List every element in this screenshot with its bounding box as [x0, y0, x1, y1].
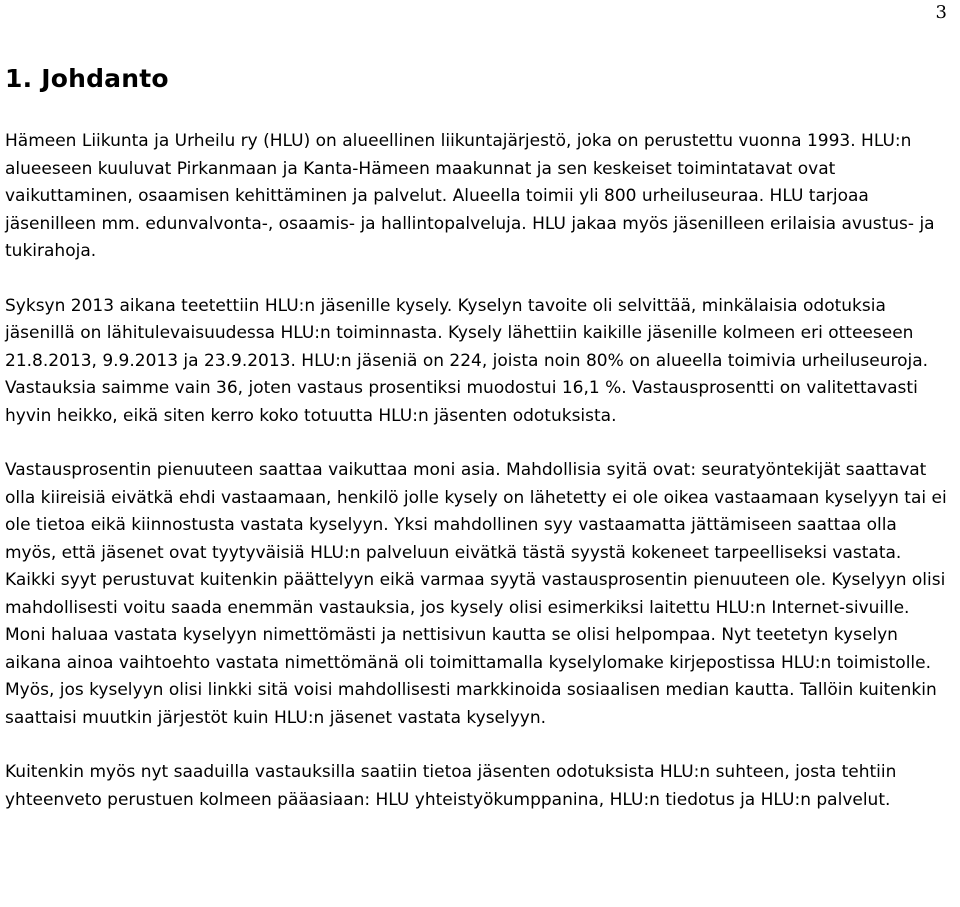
paragraph-summary: Kuitenkin myös nyt saaduilla vastauksilla saatiin tietoa jäsenten odotuksista HLU:n suhteen, josta tehtiin yhteenveto perustuen kolmeen pääasiaan: HLU yhteistyökumppanina, HLU:n tiedotus ja HLU:n palvelut.: [5, 762, 897, 810]
page-number: 3: [935, 2, 947, 23]
section-heading: 1. Johdanto: [5, 64, 169, 93]
body-text: [5, 128, 950, 841]
paragraph-response-rate: Vastausprosentin pienuuteen saattaa vaikuttaa moni asia. Mahdollisia syitä ovat: seuratyöntekijät saattavat olla kiireisiä eivätkä ehdi vastaamaan, henkilö jolle kysely on lähetetty ei ole oikea vastaamaan kyselyyn tai ei ole tietoa eikä kiinnostusta vastata kyselyyn. Yksi mahdollinen syy vastaamatta jättämiseen saattaa olla myös, että jäsenet ovat tyytyväisiä HLU:n palveluun eivätkä tästä syystä kokeneet tarpeelliseksi vastata. Kaikki syyt perustuvat kuitenkin päättelyyn eikä varmaa syytä vastausprosentin pienuuteen ole. Kyselyyn olisi mahdollisesti voitu saada enemmän vastauksia, jos kysely olisi esimerkiksi laitettu HLU:n Internet-sivuille. Moni haluaa vastata kyselyyn nimettömästi ja nettisivun kautta se olisi helpompaa. Nyt teetetyn kyselyn aikana ainoa vaihtoehto vastata nimettömänä oli toimittamalla kyselylomake kirjepostissa HLU:n toimistolle. Myös, jos kyselyyn olisi linkki sitä voisi mahdollisesti markkinoida sosiaalisen median kautta. Tallöin kuitenkin saattaisi muutkin järjestöt kuin HLU:n jäsenet vastata kyselyyn.: [5, 460, 947, 728]
paragraph-intro: Hämeen Liikunta ja Urheilu ry (HLU) on alueellinen liikuntajärjestö, joka on perustettu vuonna 1993. HLU:n alueeseen kuuluvat Pirkanmaan ja Kanta-Hämeen maakunnat ja sen keskeiset toimintatavat ovat vaikuttaminen, osaamisen kehittäminen ja palvelut. Alueella toimii yli 800 urheiluseuraa. HLU tarjoaa jäsenilleen mm. edunvalvonta-, osaamis- ja hallintopalveluja. HLU jakaa myös jäsenilleen erilaisia avustus- ja tukirahoja.: [5, 131, 935, 261]
paragraph-survey: Syksyn 2013 aikana teetettiin HLU:n jäsenille kysely. Kyselyn tavoite oli selvittää, minkälaisia odotuksia jäsenillä on lähitulevaisuudessa HLU:n toiminnasta. Kysely lähettiin kaikille jäsenille kolmeen eri otteeseen 21.8.2013, 9.9.2013 ja 23.9.2013. HLU:n jäseniä on 224, joista noin 80% on alueella toimivia urheiluseuroja. Vastauksia saimme vain 36, joten vastaus prosentiksi muodostui 16,1 %. Vastausprosentti on valitettavasti hyvin heikko, eikä siten kerro koko totuutta HLU:n jäsenten odotuksista.: [5, 295, 929, 426]
